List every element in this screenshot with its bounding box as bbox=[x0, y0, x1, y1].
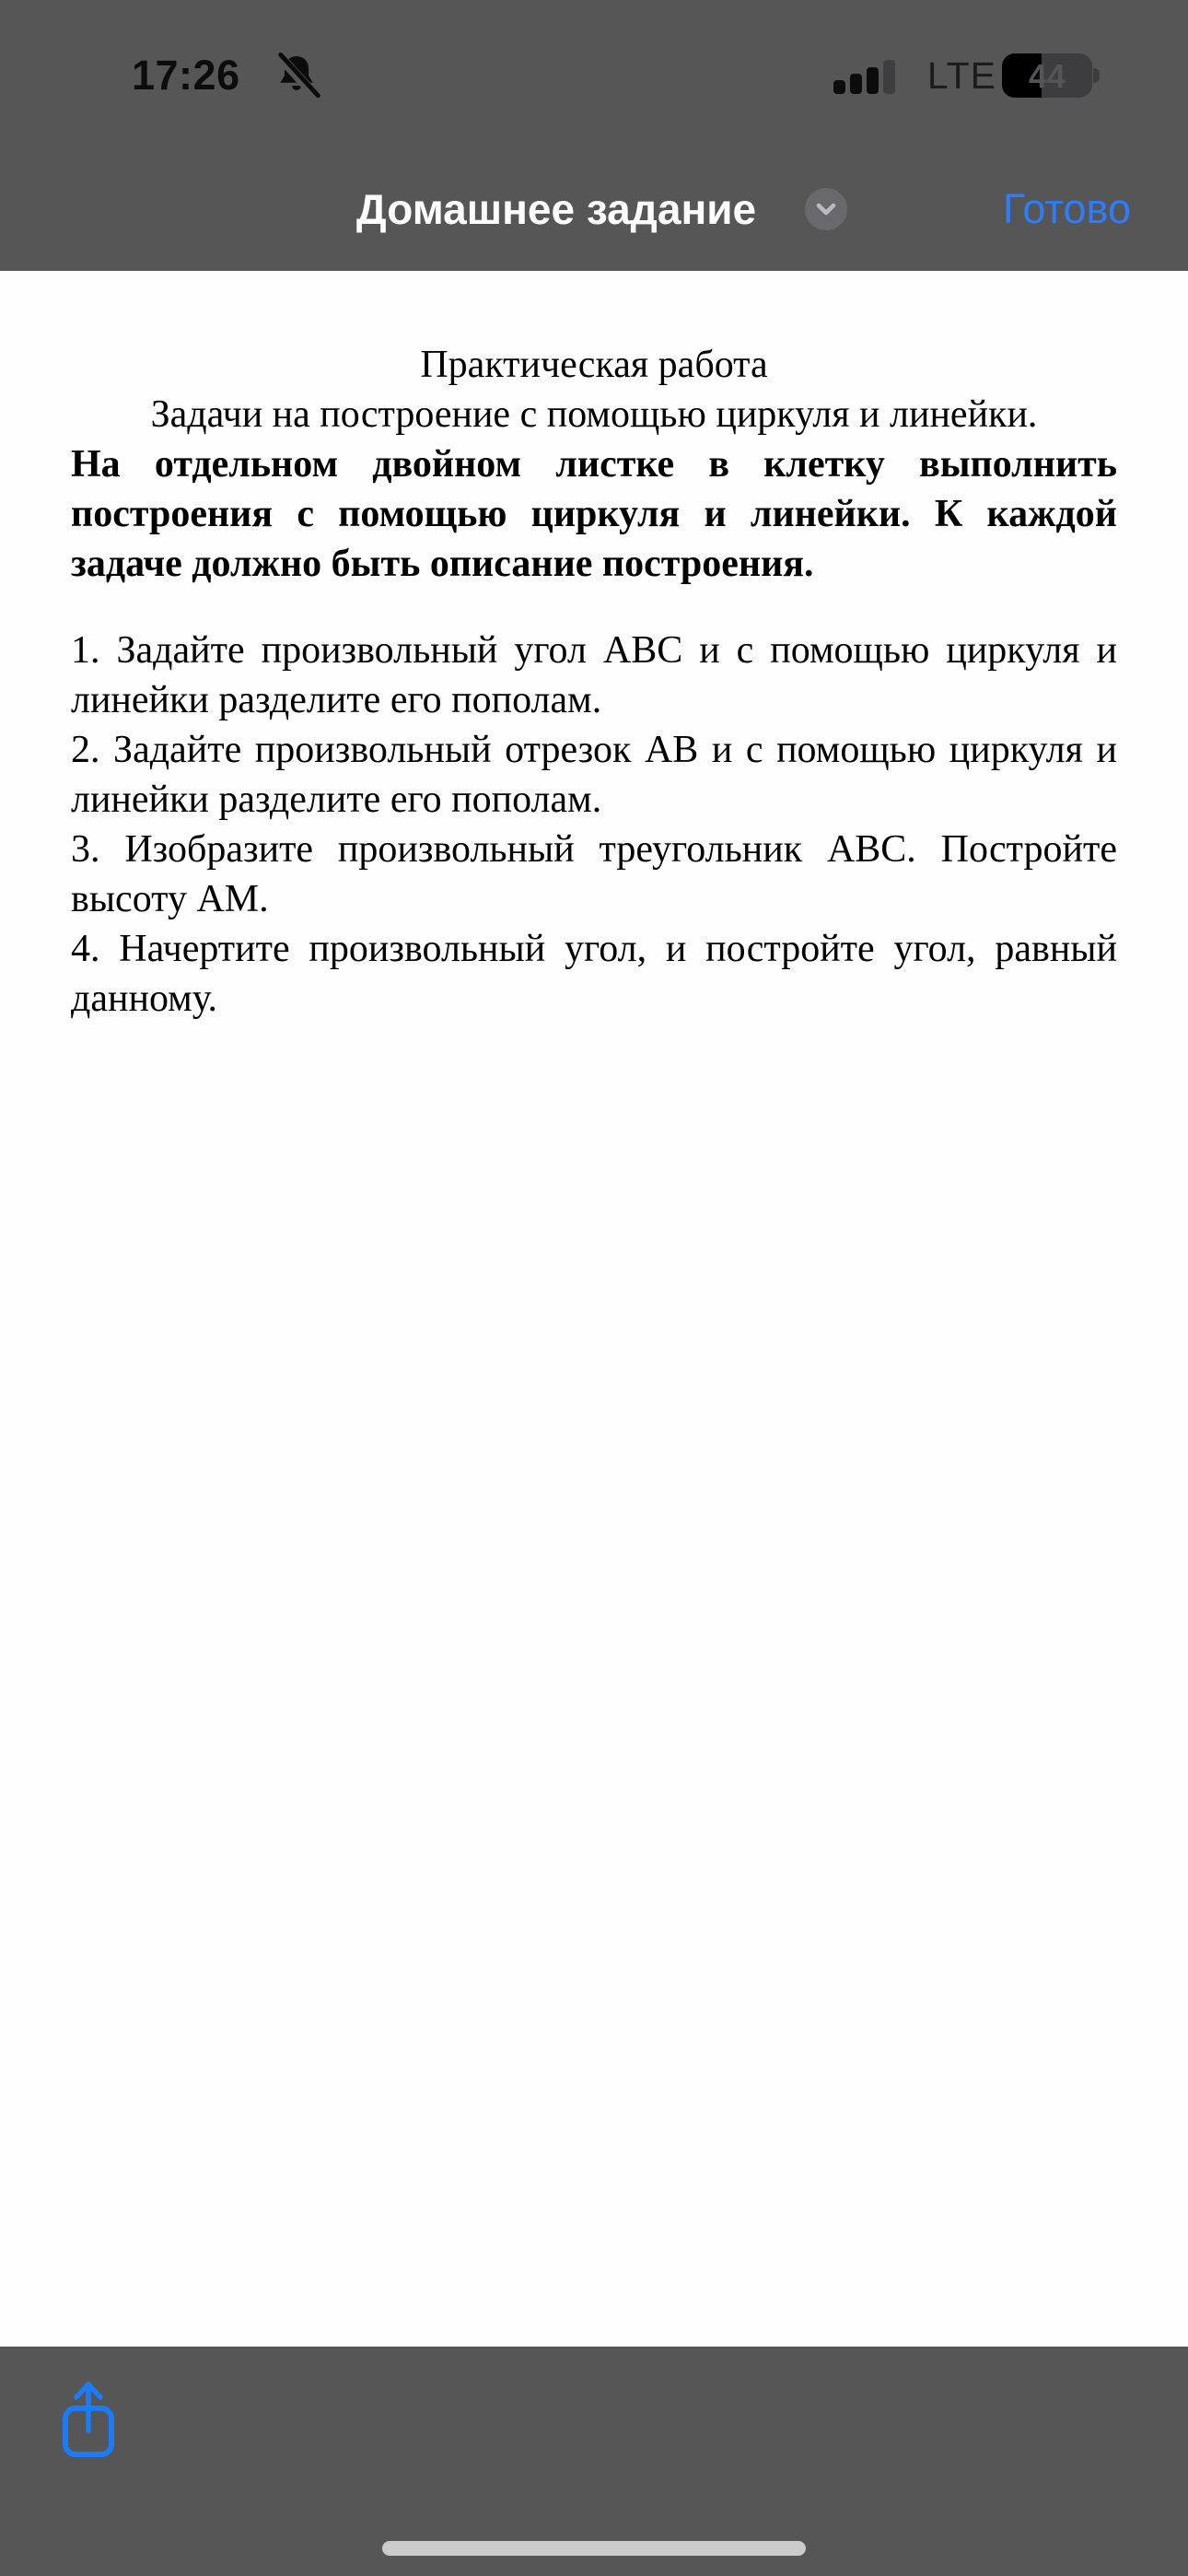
document-subtitle: Задачи на построение с помощью циркуля и линейки. bbox=[150, 393, 1038, 436]
share-button[interactable] bbox=[55, 2378, 122, 2463]
title-menu-button[interactable] bbox=[805, 188, 847, 230]
task-item-4: 4. Начертите произвольный угол, и постройте угол, равный данному. bbox=[71, 928, 1117, 1020]
page-title: Домашнее задание bbox=[355, 185, 757, 233]
share-icon bbox=[55, 2378, 122, 2463]
bottom-toolbar bbox=[0, 2347, 1188, 2576]
battery-cap bbox=[1093, 68, 1100, 83]
task-item-3: 3. Изобразите произвольный треугольник АВС. Постройте высоту АМ. bbox=[71, 828, 1117, 920]
cellular-signal-icon bbox=[833, 57, 898, 94]
done-button[interactable]: Готово bbox=[1003, 181, 1131, 238]
task-item-1: 1. Задайте произвольный угол АВС и с помощью циркуля и линейки разделите его пополам. bbox=[71, 629, 1117, 721]
clock-label: 17:26 bbox=[132, 52, 240, 99]
battery-icon bbox=[1002, 53, 1103, 98]
bell-slash-icon bbox=[271, 51, 322, 102]
chevron-down-icon bbox=[812, 195, 840, 223]
task-list bbox=[71, 626, 1117, 1024]
battery-percent-label: 44 bbox=[1028, 57, 1066, 95]
header bbox=[0, 0, 1188, 271]
document-title: Практическая работа bbox=[420, 344, 768, 386]
task-item-2: 2. Задайте произвольный отрезок АВ и с помощью циркуля и линейки разделите его пополам. bbox=[71, 729, 1117, 821]
document-scroll-area[interactable] bbox=[0, 271, 1188, 2347]
document-bold-note: На отдельном двойном листке в клетку выполнить построения с помощью циркуля и линейки. К каждой задаче должно быть описание построения. bbox=[71, 443, 1117, 585]
nav-bar bbox=[0, 181, 1188, 245]
network-type-label: LTE bbox=[926, 54, 996, 97]
home-indicator[interactable] bbox=[382, 2541, 806, 2556]
status-bar bbox=[0, 46, 1188, 105]
